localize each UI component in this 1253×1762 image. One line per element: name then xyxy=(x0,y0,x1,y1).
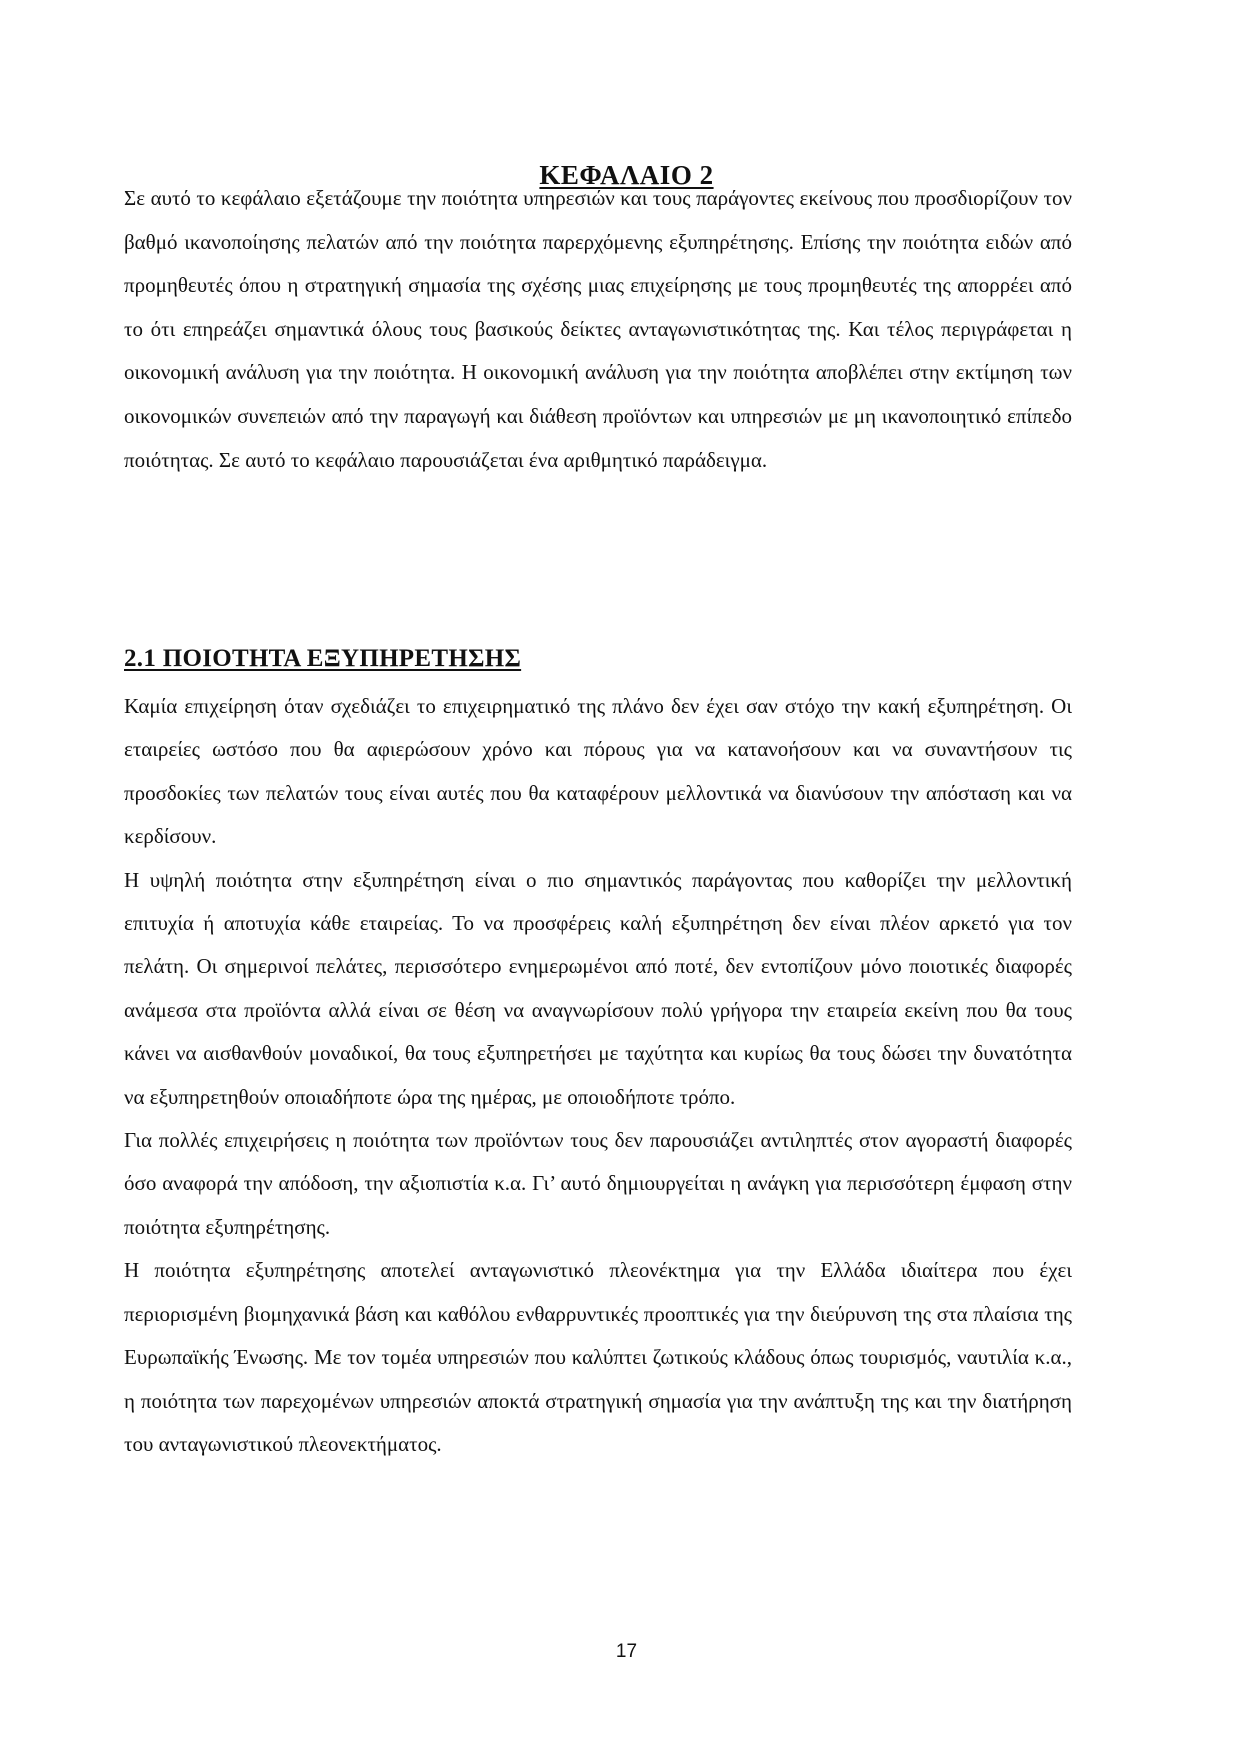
intro-section xyxy=(124,177,1072,482)
section-paragraph: Η υψηλή ποιότητα στην εξυπηρέτηση είναι ο πιο σημαντικός παράγοντας που καθορίζει την μελλοντική επιτυχία ή αποτυχία κάθε εταιρείας. Το να προσφέρεις καλή εξυπηρέτηση δεν είναι πλέον αρκετό για τον πελάτη. Οι σημερινοί πελάτες, περισσότερο ενημερωμένοι από ποτέ, δεν εντοπίζουν μόνο ποιοτικές διαφορές ανάμεσα στα προϊόντα αλλά είναι σε θέση να αναγνωρίσουν πολύ γρήγορα την εταιρεία εκείνη που θα τους κάνει να αισθανθούν μοναδικοί, θα τους εξυπηρετήσει με ταχύτητα και κυρίως θα τους δώσει την δυνατότητα να εξυπηρετηθούν οποιαδήποτε ώρα της ημέρας, με οποιοδήποτε τρόπο. xyxy=(124,867,1072,1109)
section-title: 2.1 ΠΟΙΟΤΗΤΑ ΕΞΥΠΗΡΕΤΗΣΗΣ xyxy=(124,645,522,672)
chapter-title: ΚΕΦΑΛΑΙΟ 2 xyxy=(539,160,714,190)
section-body xyxy=(124,685,1072,1466)
section-paragraph: Η ποιότητα εξυπηρέτησης αποτελεί ανταγωνιστικό πλεονέκτημα για την Ελλάδα ιδιαίτερα που έχει περιορισμένη βιομηχανικά βάση και καθόλου ενθαρρυντικές προοπτικές για την διεύρυνση της στα πλαίσια της Ευρωπαϊκής Ένωσης. Με τον τομέα υπηρεσιών που καλύπτει ζωτικούς κλάδους όπως τουρισμός, ναυτιλία κ.α., η ποιότητα των παρεχομένων υπηρεσιών αποκτά στρατηγική σημασία για την ανάπτυξη της και την διατήρηση του ανταγωνιστικού πλεονεκτήματος. xyxy=(124,1258,1072,1456)
section-paragraph: Καμία επιχείρηση όταν σχεδιάζει το επιχειρηματικό της πλάνο δεν έχει σαν στόχο την κακή εξυπηρέτηση. Οι εταιρείες ωστόσο που θα αφιερώσουν χρόνο και πόρους για να κατανοήσουν και να συναντήσουν τις προσδοκίες των πελατών τους είναι αυτές που θα καταφέρουν μελλοντικά να διανύσουν την απόσταση και να κερδίσουν. xyxy=(124,694,1072,849)
section-paragraph: Για πολλές επιχειρήσεις η ποιότητα των προϊόντων τους δεν παρουσιάζει αντιληπτές στον αγοραστή διαφορές όσο αναφορά την απόδοση, την αξιοπιστία κ.α. Γι’ αυτό δημιουργείται η ανάγκη για περισσότερη έμφαση στην ποιότητα εξυπηρέτησης. xyxy=(124,1128,1072,1239)
intro-paragraph: Σε αυτό το κεφάλαιο εξετάζουμε την ποιότητα υπηρεσιών και τους παράγοντες εκείνους που προσδιορίζουν τον βαθμό ικανοποίησης πελατών από την ποιότητα παρερχόμενης εξυπηρέτησης. Επίσης την ποιότητα ειδών από προμηθευτές όπου η στρατηγική σημασία της σχέσης μιας επιχείρησης με τους προμηθευτές της απορρέει από το ότι επηρεάζει σημαντικά όλους τους βασικούς δείκτες ανταγωνιστικότητας της. Και τέλος περιγράφεται η οικονομική ανάλυση για την ποιότητα. Η οικονομική ανάλυση για την ποιότητα αποβλέπει στην εκτίμηση των οικονομικών συνεπειών από την παραγωγή και διάθεση προϊόντων και υπηρεσιών με μη ικανοποιητικό επίπεδο ποιότητας. Σε αυτό το κεφάλαιο παρουσιάζεται ένα αριθμητικό παράδειγμα. xyxy=(124,186,1072,472)
page-number: 17 xyxy=(615,1641,638,1662)
